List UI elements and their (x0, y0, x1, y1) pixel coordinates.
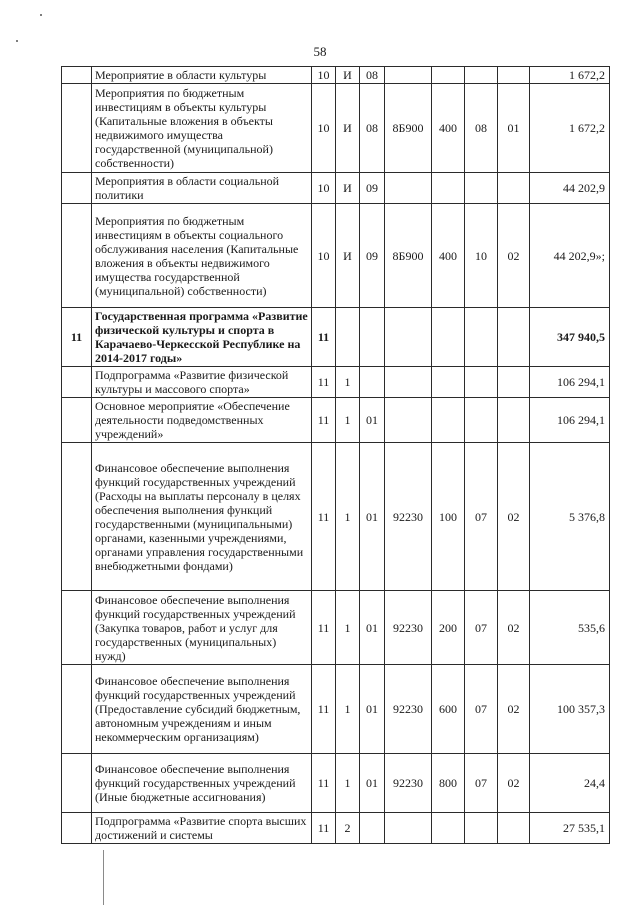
budget-table-body (62, 67, 610, 844)
cell-c5 (432, 173, 465, 204)
cell-num (62, 84, 92, 173)
cell-c2: 1 (336, 665, 360, 754)
cell-c5 (432, 398, 465, 443)
cell-c2: И (336, 84, 360, 173)
page-number: 58 (313, 44, 327, 59)
cell-name: Финансовое обеспечение выполнения функций государственных учреждений (Расходы на выплаты персоналу в целях обеспечения выполнения функций государственными (муниципальными) органами, казенными учреждениями, органами управления государственными внебюджетными фондами) (92, 443, 312, 591)
cell-c1: 11 (312, 308, 336, 367)
cell-name: Государственная программа «Развитие физической культуры и спорта в Карачаево-Черкесской Республике на 2014-2017 годы» (92, 308, 312, 367)
table-row (62, 591, 610, 665)
table-row (62, 173, 610, 204)
cell-c7 (498, 173, 530, 204)
cell-num: 11 (62, 308, 92, 367)
cell-c4 (385, 398, 432, 443)
cell-c1: 10 (312, 67, 336, 84)
cell-c3: 08 (360, 67, 385, 84)
cell-c4: 92230 (385, 754, 432, 813)
cell-c6: 07 (465, 754, 498, 813)
cell-num (62, 398, 92, 443)
cell-num (62, 173, 92, 204)
table-row (62, 443, 610, 591)
cell-num (62, 443, 92, 591)
cell-c1: 10 (312, 204, 336, 308)
cell-c1: 11 (312, 443, 336, 591)
cell-c1: 11 (312, 591, 336, 665)
budget-table (61, 66, 610, 844)
cell-c4 (385, 173, 432, 204)
cell-c7: 02 (498, 591, 530, 665)
cell-name: Мероприятие в области культуры (92, 67, 312, 84)
cell-c6: 07 (465, 443, 498, 591)
cell-c1: 11 (312, 367, 336, 398)
cell-c3 (360, 308, 385, 367)
cell-amount: 24,4 (530, 754, 610, 813)
cell-c2 (336, 308, 360, 367)
cell-name: Финансовое обеспечение выполнения функций государственных учреждений (Иные бюджетные ассигнования) (92, 754, 312, 813)
margin-line (103, 850, 104, 905)
cell-num (62, 67, 92, 84)
cell-c5: 200 (432, 591, 465, 665)
cell-amount: 44 202,9 (530, 173, 610, 204)
cell-c1: 11 (312, 398, 336, 443)
cell-name: Финансовое обеспечение выполнения функций государственных учреждений (Предоставление субсидий бюджетным, автономным учреждениям и иным некоммерческим организациям) (92, 665, 312, 754)
cell-c5 (432, 813, 465, 844)
cell-c7: 02 (498, 665, 530, 754)
cell-c3: 01 (360, 591, 385, 665)
cell-c5: 800 (432, 754, 465, 813)
cell-c2: 1 (336, 443, 360, 591)
cell-c5: 400 (432, 84, 465, 173)
cell-c4: 92230 (385, 591, 432, 665)
cell-c5 (432, 67, 465, 84)
cell-c2: 1 (336, 591, 360, 665)
table-row (62, 204, 610, 308)
cell-num (62, 204, 92, 308)
cell-name: Подпрограмма «Развитие физической культуры и массового спорта» (92, 367, 312, 398)
cell-num (62, 367, 92, 398)
table-row (62, 367, 610, 398)
cell-c6: 10 (465, 204, 498, 308)
cell-c2: 1 (336, 367, 360, 398)
cell-amount: 1 672,2 (530, 67, 610, 84)
cell-num (62, 665, 92, 754)
cell-amount: 27 535,1 (530, 813, 610, 844)
cell-c2: 1 (336, 754, 360, 813)
scan-speck (16, 40, 18, 42)
cell-c7: 02 (498, 443, 530, 591)
cell-c4: 92230 (385, 665, 432, 754)
table-row (62, 754, 610, 813)
cell-c3: 01 (360, 398, 385, 443)
cell-num (62, 591, 92, 665)
cell-name: Мероприятия по бюджетным инвестициям в объекты социального обслуживания населения (Капитальные вложения в объекты недвижимого имущества государственной (муниципальной) собственности) (92, 204, 312, 308)
table-row (62, 84, 610, 173)
cell-c2: И (336, 173, 360, 204)
cell-c1: 11 (312, 665, 336, 754)
cell-c7 (498, 398, 530, 443)
cell-c3: 01 (360, 443, 385, 591)
cell-c1: 10 (312, 173, 336, 204)
cell-c3: 01 (360, 665, 385, 754)
cell-c7 (498, 67, 530, 84)
cell-c7: 02 (498, 754, 530, 813)
table-row (62, 813, 610, 844)
cell-name: Подпрограмма «Развитие спорта высших достижений и системы (92, 813, 312, 844)
cell-c2: 2 (336, 813, 360, 844)
cell-c3: 09 (360, 173, 385, 204)
cell-name: Мероприятия по бюджетным инвестициям в объекты культуры (Капитальные вложения в объекты недвижимого имущества государственной (муниципальной) собственности) (92, 84, 312, 173)
cell-c6 (465, 398, 498, 443)
cell-c7 (498, 308, 530, 367)
cell-c3 (360, 367, 385, 398)
cell-c5: 400 (432, 204, 465, 308)
cell-c4: 92230 (385, 443, 432, 591)
cell-name: Финансовое обеспечение выполнения функций государственных учреждений (Закупка товаров, работ и услуг для государственных (муниципальных) нужд) (92, 591, 312, 665)
cell-amount: 106 294,1 (530, 398, 610, 443)
cell-c4 (385, 367, 432, 398)
cell-c3 (360, 813, 385, 844)
cell-c1: 11 (312, 813, 336, 844)
cell-name: Мероприятия в области социальной политики (92, 173, 312, 204)
cell-c7 (498, 813, 530, 844)
cell-amount: 5 376,8 (530, 443, 610, 591)
table-row (62, 665, 610, 754)
cell-c4 (385, 813, 432, 844)
cell-c4 (385, 67, 432, 84)
cell-c6 (465, 67, 498, 84)
cell-c3: 09 (360, 204, 385, 308)
cell-amount: 100 357,3 (530, 665, 610, 754)
cell-c1: 11 (312, 754, 336, 813)
cell-c5 (432, 308, 465, 367)
cell-name: Основное мероприятие «Обеспечение деятельности подведомственных учреждений» (92, 398, 312, 443)
cell-c6 (465, 308, 498, 367)
cell-c2: 1 (336, 398, 360, 443)
cell-c6: 07 (465, 591, 498, 665)
cell-c4 (385, 308, 432, 367)
cell-c6 (465, 173, 498, 204)
cell-c1: 10 (312, 84, 336, 173)
cell-c2: И (336, 204, 360, 308)
cell-c5: 100 (432, 443, 465, 591)
cell-amount: 347 940,5 (530, 308, 610, 367)
cell-c7 (498, 367, 530, 398)
cell-c3: 01 (360, 754, 385, 813)
cell-c5: 600 (432, 665, 465, 754)
cell-c6: 08 (465, 84, 498, 173)
cell-amount: 535,6 (530, 591, 610, 665)
cell-c2: И (336, 67, 360, 84)
cell-c6 (465, 367, 498, 398)
cell-c7: 01 (498, 84, 530, 173)
table-row (62, 67, 610, 84)
cell-amount: 1 672,2 (530, 84, 610, 173)
cell-c7: 02 (498, 204, 530, 308)
cell-c4: 8Б900 (385, 84, 432, 173)
cell-amount: 44 202,9»; (530, 204, 610, 308)
cell-num (62, 813, 92, 844)
cell-c6: 07 (465, 665, 498, 754)
cell-c4: 8Б900 (385, 204, 432, 308)
cell-c5 (432, 367, 465, 398)
cell-c3: 08 (360, 84, 385, 173)
cell-amount: 106 294,1 (530, 367, 610, 398)
cell-num (62, 754, 92, 813)
table-row (62, 308, 610, 367)
scan-speck (40, 14, 42, 16)
table-row (62, 398, 610, 443)
cell-c6 (465, 813, 498, 844)
